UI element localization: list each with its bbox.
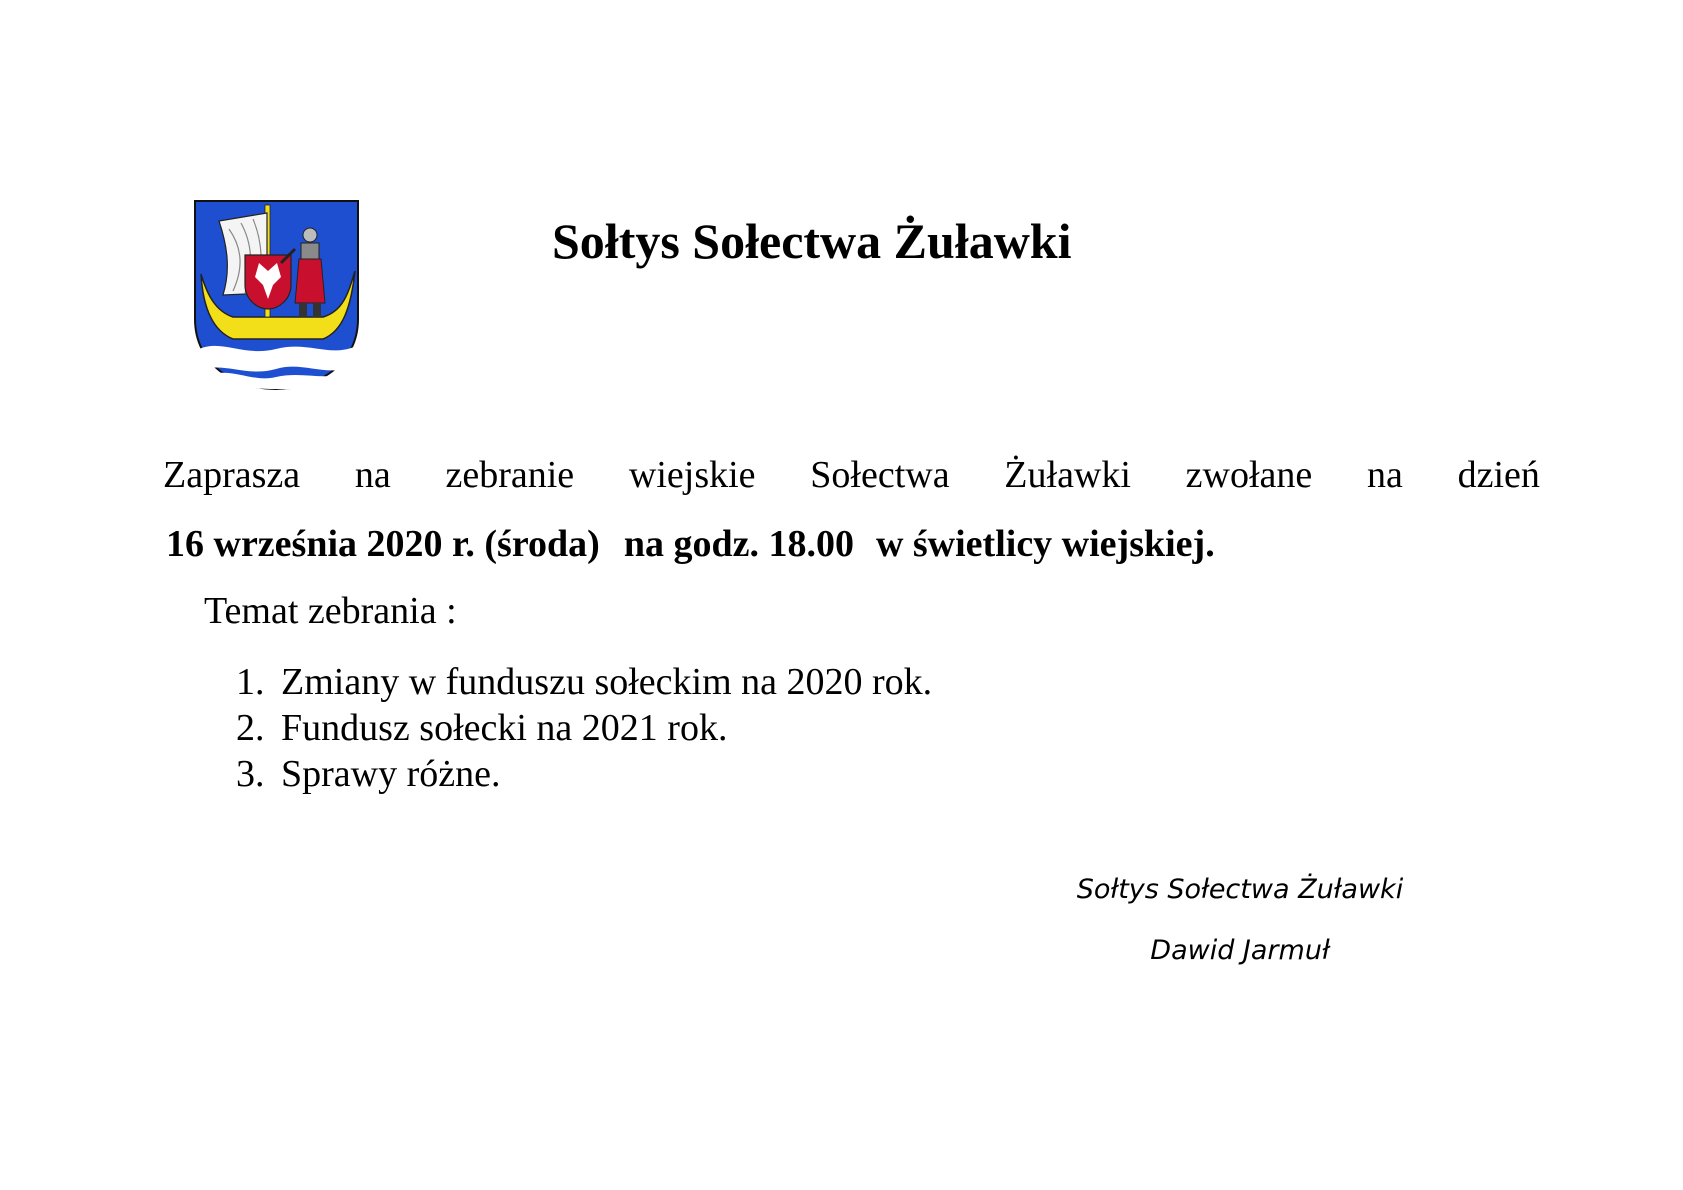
agenda-item [236,705,932,751]
agenda-item-number: 3. [236,753,265,795]
agenda-item [236,751,932,797]
agenda-item-number: 2. [236,707,265,749]
invite-word: na [1367,454,1403,496]
invite-word: na [354,454,391,496]
page-title: Sołtys Sołectwa Żuławki [552,213,1072,269]
coat-of-arms-icon [193,199,360,391]
invitation-line [163,456,1540,494]
invite-word: zwołane [1185,454,1313,496]
signature-block [1040,876,1440,964]
meeting-time: na godz. 18.00 [623,523,854,565]
agenda-item-text: Sprawy różne. [281,753,501,795]
signature-role: Sołtys Sołectwa Żuławki [1076,874,1404,905]
agenda-item [236,659,932,705]
agenda-item-number: 1. [236,661,265,703]
agenda-item-text: Zmiany w funduszu sołeckim na 2020 rok. [281,661,933,703]
invite-word: wiejskie [628,454,756,496]
agenda-list [236,659,932,797]
signature-name: Dawid Jarmuł [1150,935,1330,966]
invite-word: dzień [1457,454,1540,496]
meeting-details [166,525,1215,563]
meeting-date: 16 września 2020 r. (środa) [166,523,600,565]
invite-word: Sołectwa [810,454,950,496]
invite-word: Żuławki [1004,454,1131,496]
agenda-item-text: Fundusz sołecki na 2021 rok. [281,707,728,749]
meeting-place: w świetlicy wiejskiej. [875,523,1215,565]
invite-word: zebranie [445,454,575,496]
invite-word: Zaprasza [163,454,301,496]
agenda-heading: Temat zebrania : [204,590,457,632]
